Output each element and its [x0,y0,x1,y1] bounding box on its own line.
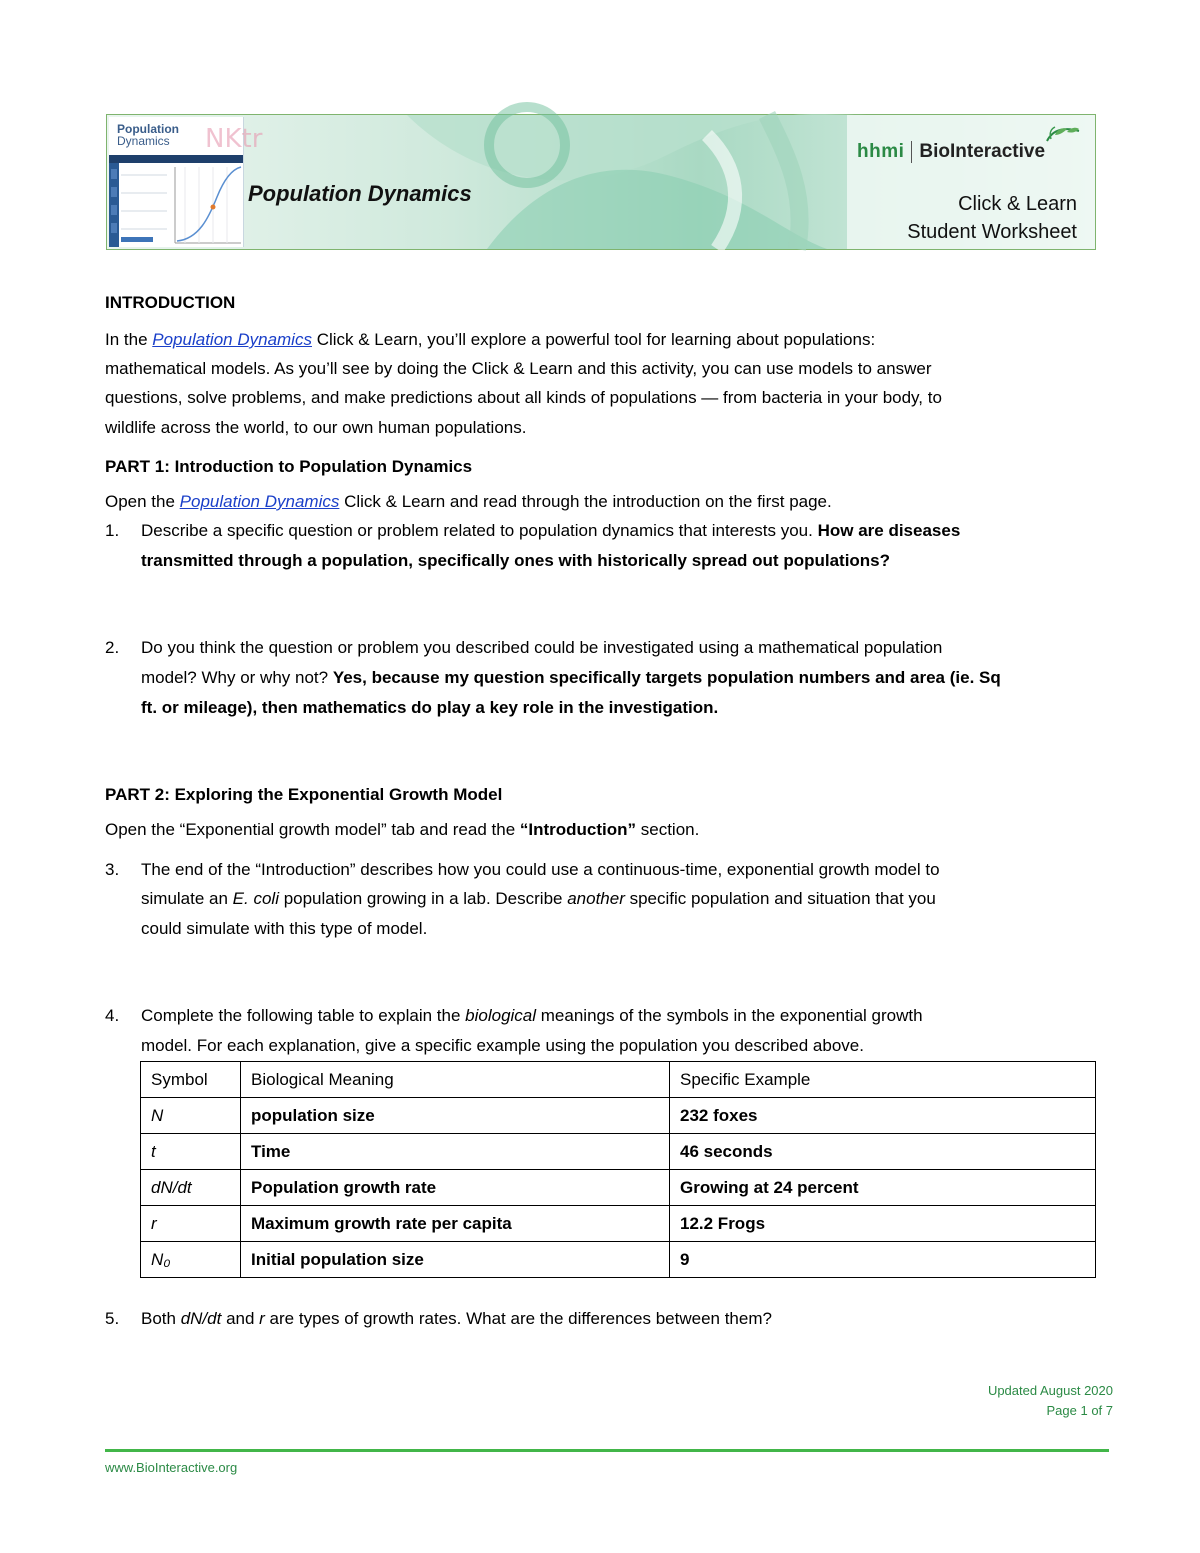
hhmi-biointeractive-logo [857,137,1045,167]
table-cell-meaning[interactable]: Population growth rate [241,1170,670,1206]
question-3-line-2 [141,889,936,909]
part1-heading: PART 1: Introduction to Population Dynamics [105,457,473,476]
question-3-l2-a: simulate an [141,889,233,908]
intro-line-1-pre: In the [105,330,153,349]
intro-line-4: wildlife across the world, to our own human populations. [105,418,527,437]
question-5-b: and [221,1309,260,1328]
question-3-l2-b: population growing in a lab. Describe [278,889,568,908]
question-3-number: 3. [105,860,120,879]
part2-open-pre: Open the “Exponential growth model” tab and read the [105,820,520,839]
table-cell-example[interactable]: 12.2 Frogs [670,1206,1096,1242]
question-4-number: 4. [105,1006,120,1025]
footer-divider [105,1449,1109,1452]
question-1-answer-part-b: transmitted through a population, specifically ones with historically spread out populations? [141,551,891,570]
banner-title: Population Dynamics [248,181,472,206]
table-cell-symbol: r [141,1206,241,1242]
question-2-line-1: Do you think the question or problem you described could be investigated using a mathematical population [141,638,943,657]
question-2-number: 2. [105,638,120,657]
svg-text:NKtr: NKtr [205,124,263,154]
question-2-answer-part-b: ft. or mileage), then mathematics do play a key role in the investigation. [141,698,719,717]
table-cell-meaning[interactable]: Initial population size [241,1242,670,1278]
table-header-meaning: Biological Meaning [241,1062,670,1098]
question-3-l2-ecoli: E. coli [232,889,279,908]
table-cell-symbol: N [141,1098,241,1134]
intro-line-1-post: Click & Learn, you’ll explore a powerful tool for learning about populations: [311,330,876,349]
question-1-line-1 [141,521,960,541]
student-worksheet-label: Student Worksheet [907,221,1077,243]
table-cell-meaning[interactable]: population size [241,1098,670,1134]
part2-open-line [105,820,699,840]
symbols-table [140,1061,1096,1278]
question-3-l2-c: specific population and situation that you [624,889,936,908]
logo-hhmi: hhmi [857,141,905,162]
question-1-text: Describe a specific question or problem related to population dynamics that interests you. [141,521,818,540]
question-2-prompt: model? Why or why not? [141,668,333,687]
thumbnail-image [109,117,263,247]
population-dynamics-link[interactable]: Population Dynamics [152,330,312,349]
intro-line-1 [105,330,875,350]
table-row [141,1134,1096,1170]
table-cell-example[interactable]: 232 foxes [670,1098,1096,1134]
table-row [141,1098,1096,1134]
intro-heading: INTRODUCTION [105,293,236,312]
question-4-l1-biological: biological [465,1006,537,1025]
part1-open-post: Click & Learn and read through the introduction on the first page. [339,492,832,511]
part2-open-bold: “Introduction” [519,820,637,839]
question-5-dndt: dN/dt [180,1309,222,1328]
intro-line-2: mathematical models. As you’ll see by doing the Click & Learn and this activity, you can use models to answer [105,359,932,378]
logo-divider [911,141,912,163]
intro-line-3: questions, solve problems, and make predictions about all kinds of populations — from bacteria in your body, to [105,388,942,407]
table-cell-symbol: t [141,1134,241,1170]
question-5-c: are types of growth rates. What are the differences between them? [264,1309,772,1328]
table-cell-example[interactable]: Growing at 24 percent [670,1170,1096,1206]
question-5-line [141,1309,772,1329]
table-cell-example[interactable]: 9 [670,1242,1096,1278]
table-header-example: Specific Example [670,1062,1096,1098]
header-banner [106,114,1096,250]
table-cell-example[interactable]: 46 seconds [670,1134,1096,1170]
question-5-r: r [259,1309,265,1328]
question-3-line-3: could simulate with this type of model. [141,919,428,938]
footer-page-number: Page 1 of 7 [1046,1403,1113,1418]
question-4-line-1 [141,1006,923,1026]
table-header-row [141,1062,1096,1098]
population-dynamics-link-2[interactable]: Population Dynamics [179,492,340,511]
question-4-l1-b: meanings of the symbols in the exponential growth [536,1006,923,1025]
thumbnail-title [117,123,187,147]
question-1-number: 1. [105,521,120,540]
table-cell-symbol: N₀ [141,1242,241,1278]
leaf-icon [1043,123,1083,145]
table-cell-meaning[interactable]: Time [241,1134,670,1170]
question-2-answer-part-a: Yes, because my question specifically targets population numbers and area (ie. Sq [332,668,1001,687]
question-4-line-2: model. For each explanation, give a specific example using the population you described above. [141,1036,864,1055]
table-cell-meaning[interactable]: Maximum growth rate per capita [241,1206,670,1242]
part2-heading: PART 2: Exploring the Exponential Growth Model [105,785,503,804]
table-row [141,1242,1096,1278]
part1-open-pre: Open the [105,492,180,511]
thumbnail-title-line2: Dynamics [117,134,170,148]
question-2-line-2 [141,668,1001,688]
footer-url-link[interactable]: www.BioInteractive.org [105,1460,238,1475]
table-cell-symbol: dN/dt [141,1170,241,1206]
question-5-number: 5. [105,1309,120,1328]
question-4-l1-a: Complete the following table to explain the [141,1006,466,1025]
question-3-l2-another: another [567,889,625,908]
part2-open-post: section. [636,820,700,839]
logo-biointeractive: BioInteractive [919,141,1046,162]
thumbnail-title-line1: Population [117,122,179,136]
question-1-answer-part-a: How are diseases [817,521,961,540]
table-row [141,1206,1096,1242]
click-and-learn-label: Click & Learn [958,193,1077,215]
part1-open-line [105,492,832,512]
question-5-a: Both [141,1309,181,1328]
table-header-symbol: Symbol [141,1062,241,1098]
question-3-line-1: The end of the “Introduction” describes how you could use a continuous-time, exponential growth model to [141,860,940,879]
table-row [141,1170,1096,1206]
footer-updated: Updated August 2020 [987,1383,1113,1398]
